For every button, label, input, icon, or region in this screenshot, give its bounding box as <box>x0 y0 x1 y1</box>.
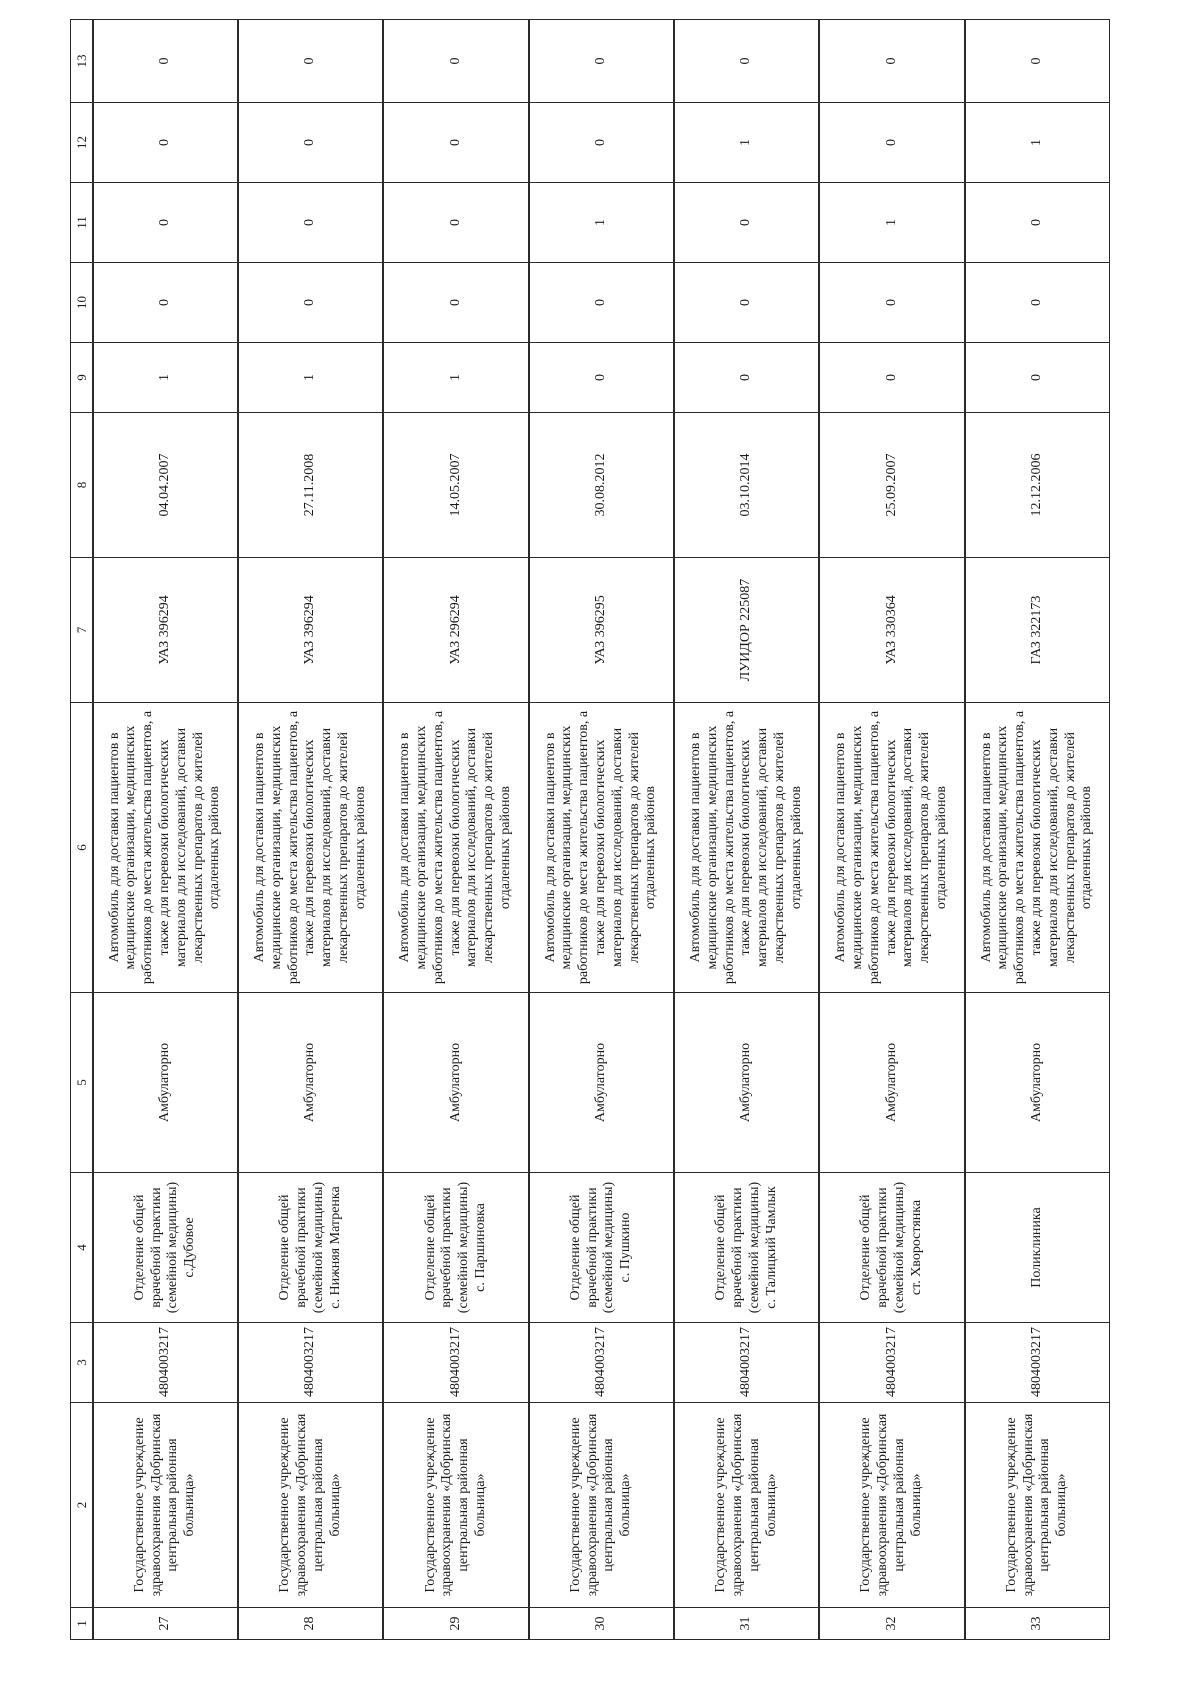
table-row <box>819 20 964 1640</box>
col-11-value-cell: 1 <box>819 183 964 263</box>
col-10-value-cell: 0 <box>93 263 238 343</box>
column-number: 1 <box>71 1608 93 1640</box>
row-number-cell: 33 <box>965 1608 1110 1640</box>
care-mode-cell: Амбулаторно <box>93 993 238 1173</box>
col-9-value-cell: 1 <box>238 343 383 413</box>
inn-cell: 4804003217 <box>383 1323 528 1403</box>
care-mode-cell: Амбулаторно <box>383 993 528 1173</box>
registration-date-cell: 25.09.2007 <box>819 413 964 558</box>
col-10-value-cell: 0 <box>529 263 674 343</box>
col-13-value-cell: 0 <box>819 20 964 103</box>
col-12-value-cell: 1 <box>965 103 1110 183</box>
table-row <box>383 20 528 1640</box>
care-mode-cell: Амбулаторно <box>965 993 1110 1173</box>
col-12-value-cell: 0 <box>238 103 383 183</box>
vehicle-purpose-cell: Автомобиль для доставки пациентов в медицинские организации, медицинских работников до места жительства пациентов, а также для перевозки биологических материалов для исследований, доставки лекарственных препаратов до жителей отдаленных районов <box>965 703 1110 993</box>
registration-date-cell: 04.04.2007 <box>93 413 238 558</box>
col-10-value-cell: 0 <box>383 263 528 343</box>
col-10-value-cell: 0 <box>674 263 819 343</box>
col-11-value-cell: 1 <box>529 183 674 263</box>
col-12-value-cell: 0 <box>383 103 528 183</box>
col-13-value-cell: 0 <box>383 20 528 103</box>
col-13-value-cell: 0 <box>93 20 238 103</box>
inn-cell: 4804003217 <box>529 1323 674 1403</box>
vehicle-purpose-cell: Автомобиль для доставки пациентов в медицинские организации, медицинских работников до места жительства пациентов, а также для перевозки биологических материалов для исследований, доставки лекарственных препаратов до жителей отдаленных районов <box>93 703 238 993</box>
department-cell: Отделение общей врачебной практики (семейной медицины) с. Пушкино <box>529 1173 674 1323</box>
col-12-value-cell: 0 <box>529 103 674 183</box>
vehicle-purpose-cell: Автомобиль для доставки пациентов в медицинские организации, медицинских работников до места жительства пациентов, а также для перевозки биологических материалов для исследований, доставки лекарственных препаратов до жителей отдаленных районов <box>819 703 964 993</box>
col-13-value-cell: 0 <box>674 20 819 103</box>
vehicle-model-cell: УАЗ 330364 <box>819 558 964 703</box>
vehicle-purpose-cell: Автомобиль для доставки пациентов в медицинские организации, медицинских работников до места жительства пациентов, а также для перевозки биологических материалов для исследований, доставки лекарственных препаратов до жителей отдаленных районов <box>383 703 528 993</box>
organization-name-cell: Государственное учреждение здравоохранения «Добринская центральная районная больница» <box>819 1403 964 1608</box>
col-9-value-cell: 0 <box>819 343 964 413</box>
row-number-cell: 31 <box>674 1608 819 1640</box>
vehicle-purpose-cell: Автомобиль для доставки пациентов в медицинские организации, медицинских работников до места жительства пациентов, а также для перевозки биологических материалов для исследований, доставки лекарственных препаратов до жителей отдаленных районов <box>238 703 383 993</box>
column-number: 8 <box>71 413 93 558</box>
registration-date-cell: 14.05.2007 <box>383 413 528 558</box>
column-number: 4 <box>71 1173 93 1323</box>
col-12-value-cell: 1 <box>674 103 819 183</box>
table-row <box>529 20 674 1640</box>
row-number-cell: 28 <box>238 1608 383 1640</box>
row-number-cell: 27 <box>93 1608 238 1640</box>
table-row <box>674 20 819 1640</box>
organization-name-cell: Государственное учреждение здравоохранения «Добринская центральная районная больница» <box>238 1403 383 1608</box>
col-10-value-cell: 0 <box>819 263 964 343</box>
col-12-value-cell: 0 <box>819 103 964 183</box>
vehicle-register-table <box>70 19 1110 1640</box>
col-9-value-cell: 1 <box>383 343 528 413</box>
column-number: 13 <box>71 20 93 103</box>
col-13-value-cell: 0 <box>238 20 383 103</box>
vehicle-model-cell: УАЗ 396295 <box>529 558 674 703</box>
col-10-value-cell: 0 <box>238 263 383 343</box>
organization-name-cell: Государственное учреждение здравоохранения «Добринская центральная районная больница» <box>674 1403 819 1608</box>
department-cell: Отделение общей врачебной практики (семейной медицины) с.Дубовое <box>93 1173 238 1323</box>
row-number-cell: 30 <box>529 1608 674 1640</box>
inn-cell: 4804003217 <box>93 1323 238 1403</box>
department-cell: Отделение общей врачебной практики (семейной медицины) с. Паршиновка <box>383 1173 528 1323</box>
inn-cell: 4804003217 <box>674 1323 819 1403</box>
vehicle-model-cell: УАЗ 296294 <box>383 558 528 703</box>
col-11-value-cell: 0 <box>383 183 528 263</box>
rotated-document-sheet <box>70 20 1110 1640</box>
vehicle-model-cell: ГАЗ 322173 <box>965 558 1110 703</box>
col-9-value-cell: 0 <box>529 343 674 413</box>
col-11-value-cell: 0 <box>674 183 819 263</box>
col-11-value-cell: 0 <box>93 183 238 263</box>
col-13-value-cell: 0 <box>529 20 674 103</box>
table-row <box>965 20 1110 1640</box>
registration-date-cell: 30.08.2012 <box>529 413 674 558</box>
organization-name-cell: Государственное учреждение здравоохранения «Добринская центральная районная больница» <box>383 1403 528 1608</box>
vehicle-purpose-cell: Автомобиль для доставки пациентов в медицинские организации, медицинских работников до места жительства пациентов, а также для перевозки биологических материалов для исследований, доставки лекарственных препаратов до жителей отдаленных районов <box>529 703 674 993</box>
inn-cell: 4804003217 <box>238 1323 383 1403</box>
column-number: 11 <box>71 183 93 263</box>
column-number: 12 <box>71 103 93 183</box>
care-mode-cell: Амбулаторно <box>238 993 383 1173</box>
column-number: 6 <box>71 703 93 993</box>
table-body <box>71 20 1110 1640</box>
inn-cell: 4804003217 <box>965 1323 1110 1403</box>
table-row <box>93 20 238 1640</box>
organization-name-cell: Государственное учреждение здравоохранения «Добринская центральная районная больница» <box>529 1403 674 1608</box>
department-cell: Отделение общей врачебной практики (семейной медицины) с. Талицкий Чамлык <box>674 1173 819 1323</box>
col-11-value-cell: 0 <box>965 183 1110 263</box>
organization-name-cell: Государственное учреждение здравоохранения «Добринская центральная районная больница» <box>93 1403 238 1608</box>
care-mode-cell: Амбулаторно <box>529 993 674 1173</box>
vehicle-model-cell: УАЗ 396294 <box>238 558 383 703</box>
vehicle-model-cell: УАЗ 396294 <box>93 558 238 703</box>
col-11-value-cell: 0 <box>238 183 383 263</box>
col-10-value-cell: 0 <box>965 263 1110 343</box>
registration-date-cell: 27.11.2008 <box>238 413 383 558</box>
column-number: 5 <box>71 993 93 1173</box>
care-mode-cell: Амбулаторно <box>819 993 964 1173</box>
vehicle-model-cell: ЛУИДОР 225087 <box>674 558 819 703</box>
department-cell: Отделение общей врачебной практики (семейной медицины) ст. Хворостянка <box>819 1173 964 1323</box>
organization-name-cell: Государственное учреждение здравоохранения «Добринская центральная районная больница» <box>965 1403 1110 1608</box>
col-9-value-cell: 0 <box>965 343 1110 413</box>
registration-date-cell: 03.10.2014 <box>674 413 819 558</box>
col-13-value-cell: 0 <box>965 20 1110 103</box>
inn-cell: 4804003217 <box>819 1323 964 1403</box>
column-number: 9 <box>71 343 93 413</box>
row-number-cell: 32 <box>819 1608 964 1640</box>
col-9-value-cell: 0 <box>674 343 819 413</box>
table-row <box>238 20 383 1640</box>
column-number-row <box>71 20 93 1640</box>
column-number: 7 <box>71 558 93 703</box>
department-cell: Поликлиника <box>965 1173 1110 1323</box>
row-number-cell: 29 <box>383 1608 528 1640</box>
column-number: 2 <box>71 1403 93 1608</box>
vehicle-purpose-cell: Автомобиль для доставки пациентов в медицинские организации, медицинских работников до места жительства пациентов, а также для перевозки биологических материалов для исследований, доставки лекарственных препаратов до жителей отдаленных районов <box>674 703 819 993</box>
col-9-value-cell: 1 <box>93 343 238 413</box>
column-number: 10 <box>71 263 93 343</box>
department-cell: Отделение общей врачебной практики (семейной медицины) с. Нижняя Матренка <box>238 1173 383 1323</box>
column-number: 3 <box>71 1323 93 1403</box>
care-mode-cell: Амбулаторно <box>674 993 819 1173</box>
col-12-value-cell: 0 <box>93 103 238 183</box>
registration-date-cell: 12.12.2006 <box>965 413 1110 558</box>
